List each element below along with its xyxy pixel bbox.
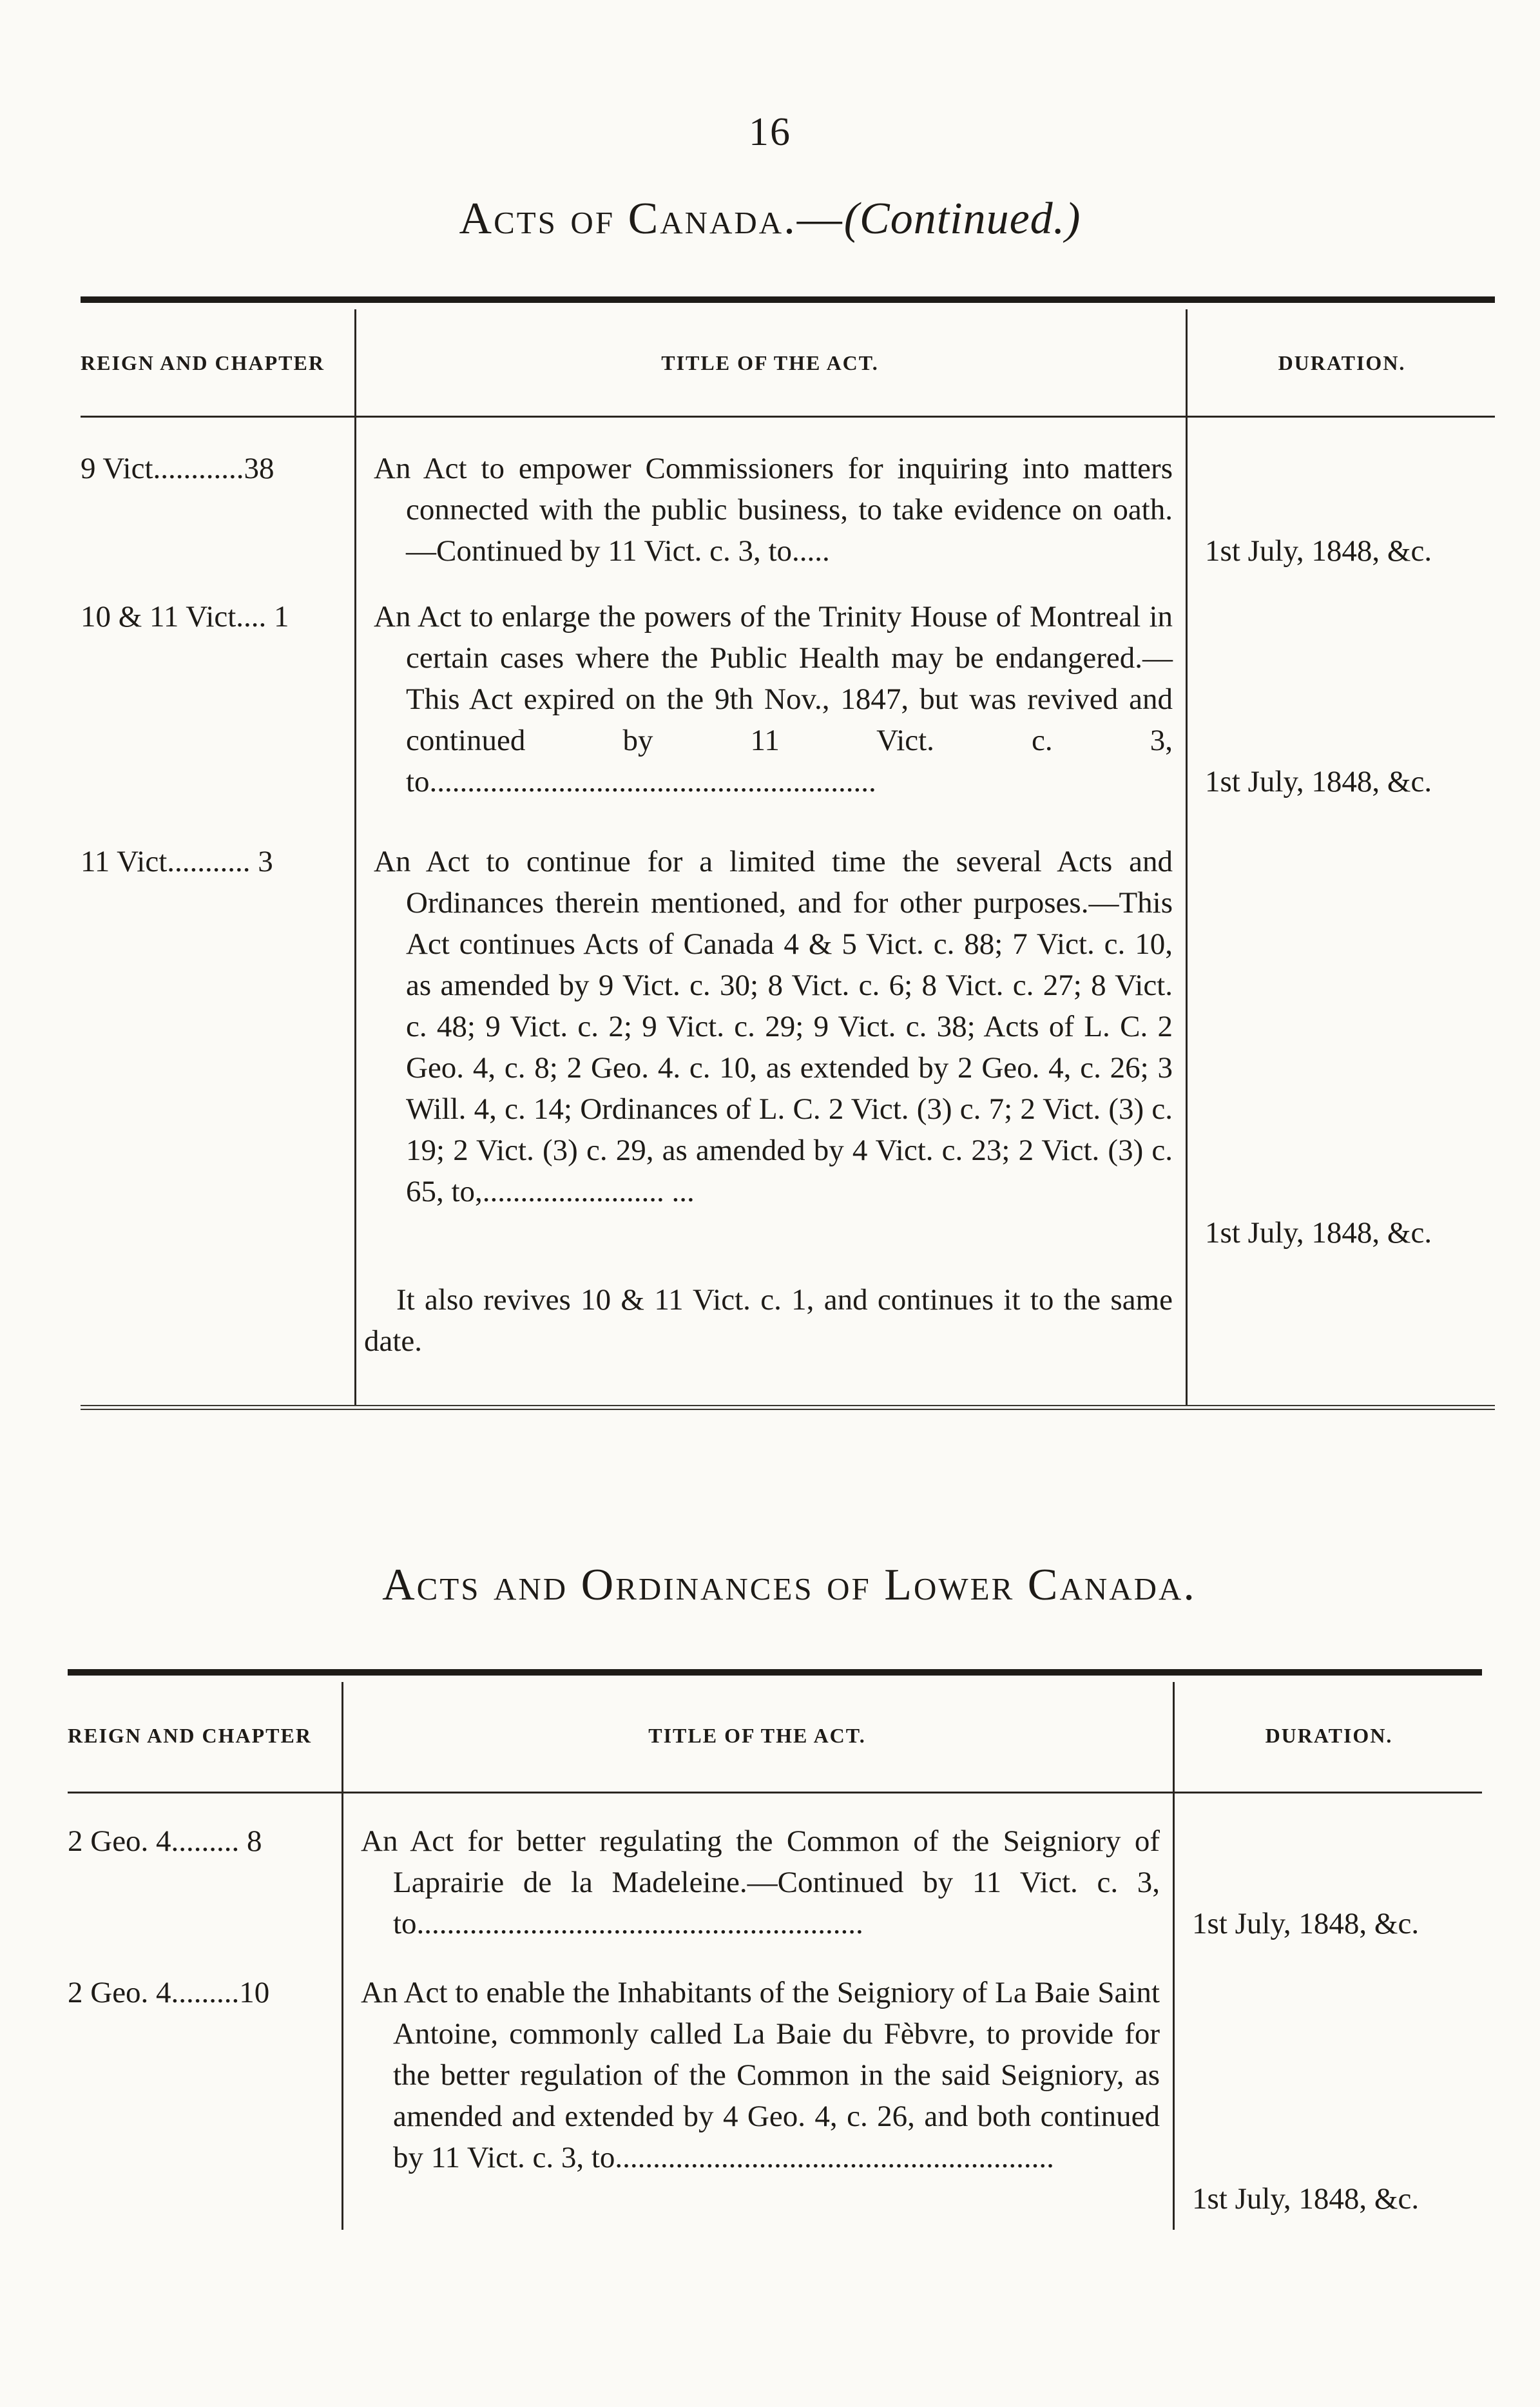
row-2-reign: 2 Geo. 4.........10 — [68, 1976, 270, 2009]
acts-of-canada-table — [81, 296, 1495, 1418]
column-header-title: TITLE OF THE ACT. — [661, 351, 879, 374]
column-divider-1 — [342, 1682, 343, 2230]
lower-canada-table — [68, 1669, 1482, 2230]
row-2-duration: 1st July, 1848, &c. — [1192, 2182, 1420, 2216]
heading-continued: (Continued.) — [843, 194, 1081, 244]
row-3-reign: 11 Vict........... 3 — [81, 845, 273, 878]
column-divider-1 — [354, 309, 356, 1405]
table-bottom-rule — [81, 1405, 1495, 1410]
column-header-reign: REIGN AND CHAPTER — [81, 351, 325, 374]
row-1-duration: 1st July, 1848, &c. — [1205, 534, 1432, 568]
column-divider-2 — [1186, 309, 1188, 1405]
header-rule — [68, 1792, 1482, 1793]
column-divider-2 — [1173, 1682, 1175, 2230]
page-number: 16 — [749, 110, 791, 154]
row-3-title: An Act to continue for a limited time the several Acts and Ordinances therein mentioned, and for other purposes.—This Act continues Acts of Canada 4 & 5 Vict. c. 88; 7 Vict. c. 10, as amended by 9 Vict. c. 30; 8 Vict. c. 6; 8 Vict. c. 27; 8 Vict. c. 48; 9 Vict. c. 2; 9 Vict. c. 29; 9 Vict. c. 38; Acts of L. C. 2 Geo. 4, c. 8; 2 Geo. 4. c. 10, as extended by 2 Geo. 4, c. 26; 3 Will. 4, c. 14; Ordinances of L. C. 2 Vict. (3) c. 7; 2 Vict. (3) c. 19; 2 Vict. (3) c. 29, as amended by 4 Vict. c. 23; 2 Vict. (3) c. 65, to,........................ ... — [374, 845, 1173, 1208]
table-top-rule — [68, 1669, 1482, 1676]
row-2-title: An Act to enable the Inhabitants of the Seigniory of La Baie Saint Antoine, commonly called La Baie du Fèbvre, to provide for the better regulation of the Common in the said Seigniory, as amended and extended by 4 Geo. 4, c. 26, and both continued by 11 Vict. c. 3, to.......................................................... — [361, 1976, 1160, 2174]
section-heading-acts-of-canada — [0, 193, 1540, 245]
column-header-reign: REIGN AND CHAPTER — [68, 1724, 312, 1747]
column-header-duration: DURATION. — [1265, 1724, 1393, 1747]
row-3-duration: 1st July, 1848, &c. — [1205, 1216, 1432, 1250]
section-heading-lower-canada: Acts and Ordinances of Lower Canada. — [382, 1560, 1197, 1610]
row-1-title: An Act to empower Commissioners for inquiring into matters connected with the public business, to take evidence on oath.—Continued by 11 Vict. c. 3, to..... — [374, 452, 1173, 568]
row-2-title: An Act to enlarge the powers of the Trinity House of Montreal in certain cases where the Public Health may be endangered.—This Act expired on the 9th Nov., 1847, but was revived and continued by 11 Vict. c. 3, to........................................................... — [374, 600, 1173, 798]
row-1-reign: 2 Geo. 4......... 8 — [68, 1824, 262, 1858]
row-1-reign: 9 Vict............38 — [81, 452, 274, 485]
row-1-duration: 1st July, 1848, &c. — [1192, 1907, 1420, 1940]
row-2-reign: 10 & 11 Vict.... 1 — [81, 600, 289, 633]
column-header-duration: DURATION. — [1278, 351, 1406, 374]
row-1-title: An Act for better regulating the Common of the Seigniory of Laprairie de la Madeleine.—Continued by 11 Vict. c. 3, to........................................................... — [361, 1824, 1160, 1940]
table-top-rule — [81, 296, 1495, 303]
heading-text: Acts of Canada.— — [459, 194, 844, 244]
row-3-note: It also revives 10 & 11 Vict. c. 1, and continues it to the same date. — [364, 1283, 1173, 1358]
row-2-duration: 1st July, 1848, &c. — [1205, 765, 1432, 798]
column-header-title: TITLE OF THE ACT. — [648, 1724, 866, 1747]
header-rule — [81, 416, 1495, 418]
